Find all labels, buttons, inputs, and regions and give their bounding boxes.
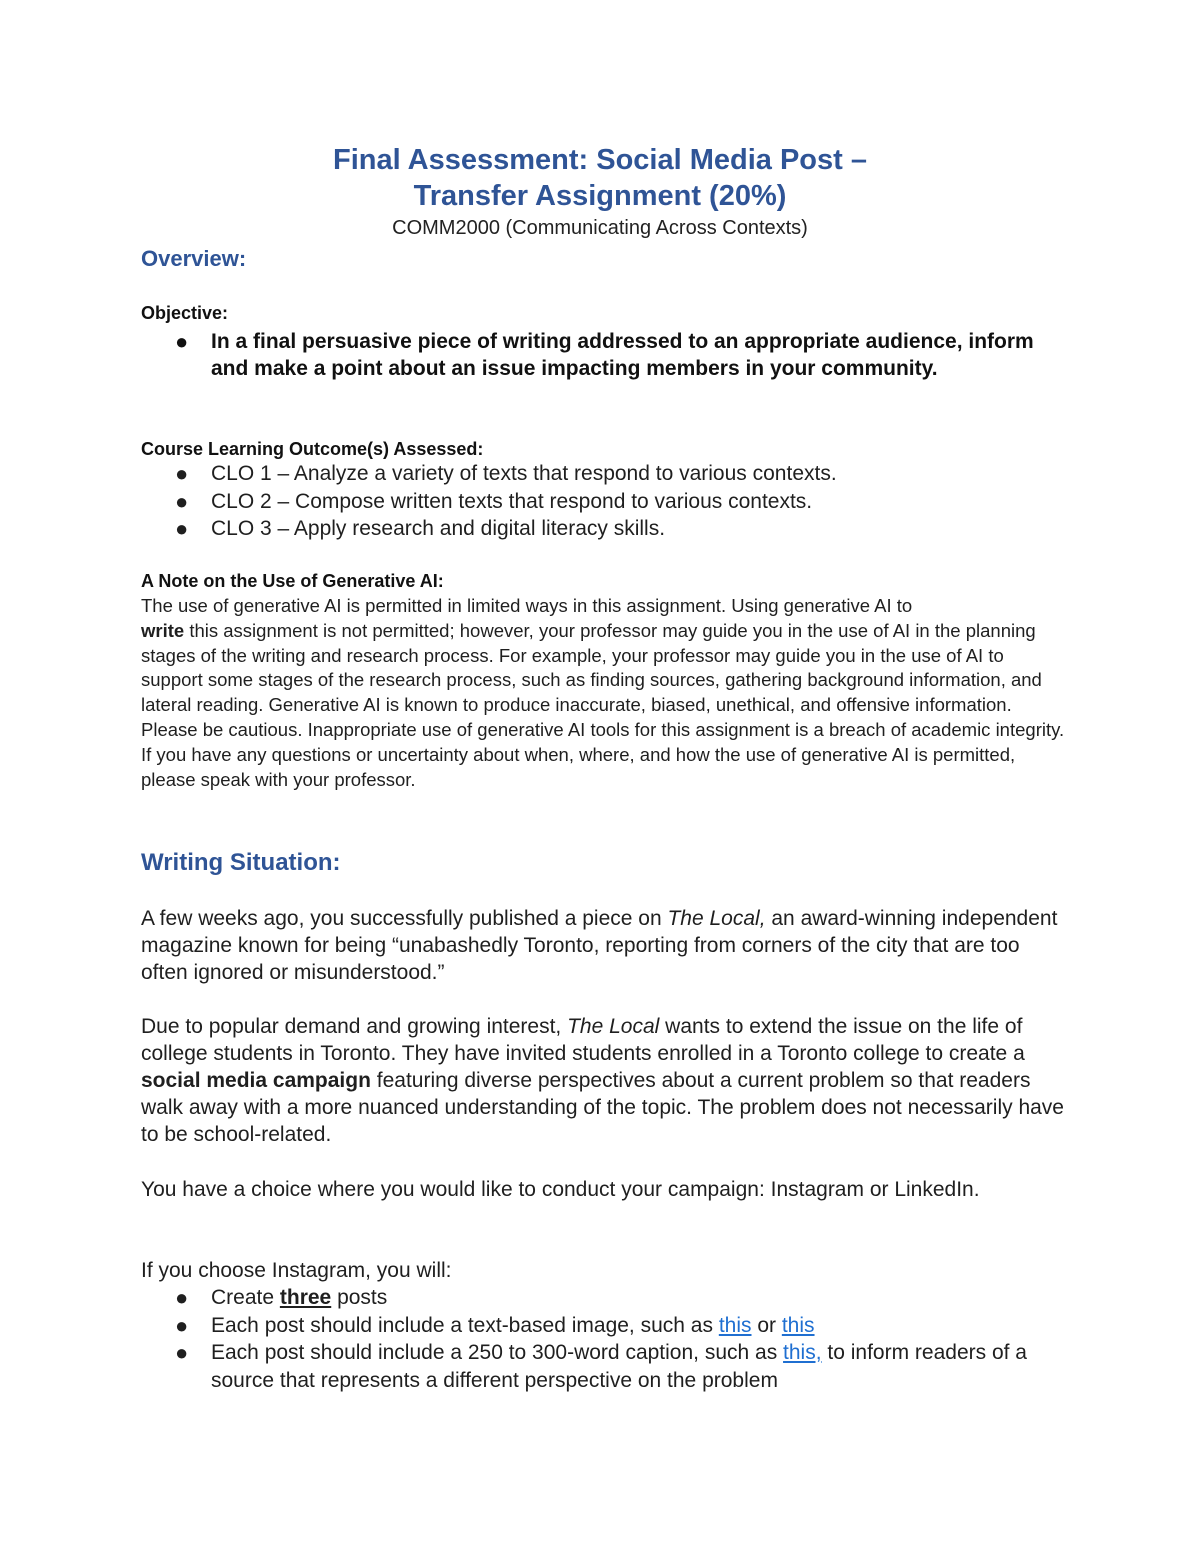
ai-note-text-b: this assignment is not permitted; however, your professor may guide you in the use of AI in the planning stages of the writing and research process. For example, your professor may guide you in the use of AI to support some stages of the research process, such as finding sources, gathering background information, and lateral reading. Generative AI is known to produce inaccurate, biased, unethical, and offensive information. Please be cautious. Inappropriate use of generative AI tools for this assignment is a breach of academic integrity. If you have any questions or uncertainty about when, where, and how the use of generative AI is permitted, please speak with your professor. [141,619,1065,790]
text-span: Due to popular demand and growing interest, [141,1015,568,1038]
bullet-icon: ● [175,488,189,514]
situation-paragraph-2 [141,1013,1066,1148]
clo-label: Course Learning Outcome(s) Assessed: [141,439,484,459]
course-subtitle: COMM2000 (Communicating Across Contexts) [392,217,808,239]
writing-situation-heading: Writing Situation: [141,849,341,876]
document-title-line-2: Transfer Assignment (20%) [413,180,787,212]
text-span: or [751,1313,782,1337]
list-item [141,1284,1071,1312]
example-link-2[interactable]: this [781,1313,815,1337]
text-span: Create [211,1286,280,1309]
overview-heading: Overview: [141,246,247,271]
bullet-icon: ● [175,1340,189,1365]
text-span: Each post should include a 250 to 300-word caption, such as [211,1341,784,1364]
objective-label: Objective: [141,303,229,323]
clo-item-text: CLO 2 – Compose written texts that respond to various contexts. [211,489,813,513]
clo-list [141,460,1071,543]
list-item [141,460,1071,488]
text-span: to inform readers of a source that represents a different perspective on the problem [211,1341,1027,1392]
situation-paragraph-1 [141,905,1066,986]
emphasis-bold: social media campaign [141,1069,371,1092]
list-item [141,488,1071,516]
ai-note-bold-word: write [141,619,185,641]
list-item [141,1312,1071,1340]
objective-list [141,328,1071,382]
clo-item-text: CLO 1 – Analyze a variety of texts that respond to various contexts. [211,462,837,485]
text-span: Each post should include a text-based image, such as [211,1313,719,1337]
document-title-line-1: Final Assessment: Social Media Post – [333,144,867,176]
magazine-name: The Local, [667,907,766,930]
example-link-1[interactable]: this [718,1313,752,1337]
caption-example-link[interactable]: this, [783,1341,822,1364]
bullet-icon: ● [175,516,189,541]
text-span: A few weeks ago, you successfully published a piece on [141,907,668,930]
clo-item-text: CLO 3 – Apply research and digital literacy skills. [211,517,666,540]
list-item [141,328,1071,382]
bullet-icon: ● [175,461,189,486]
emphasis-underline: three [279,1286,332,1309]
magazine-name: The Local [567,1015,660,1038]
ai-note-label: A Note on the Use of Generative AI: [141,571,444,591]
situation-paragraph-4: If you choose Instagram, you will: [141,1259,452,1282]
text-span: featuring diverse perspectives about a current problem so that readers walk away with a more nuanced understanding of the topic. The problem does not necessarily have to be school-related. [141,1069,1064,1146]
text-span: an award-winning independent magazine known for being “unabashedly Toronto, reporting from corners of the city that are too often ignored or misunderstood.” [141,907,1058,984]
bullet-icon: ● [175,1312,189,1338]
bullet-icon: ● [175,1285,189,1310]
text-span: posts [331,1286,388,1309]
instagram-requirements-list [141,1284,1071,1394]
text-span: wants to extend the issue on the life of college students in Toronto. They have invited students enrolled in a Toronto college to create a [141,1015,1025,1065]
objective-text: In a final persuasive piece of writing addressed to an appropriate audience, inform and make a point about an issue impacting members in your community. [211,330,1034,380]
situation-paragraph-3: You have a choice where you would like to conduct your campaign: Instagram or LinkedIn. [141,1178,980,1201]
list-item [141,515,1071,543]
bullet-icon: ● [175,329,189,354]
list-item [141,1339,1071,1394]
ai-note-paragraph [141,594,1066,792]
ai-note-text-a: The use of generative AI is permitted in limited ways in this assignment. Using generative AI to [141,595,913,616]
